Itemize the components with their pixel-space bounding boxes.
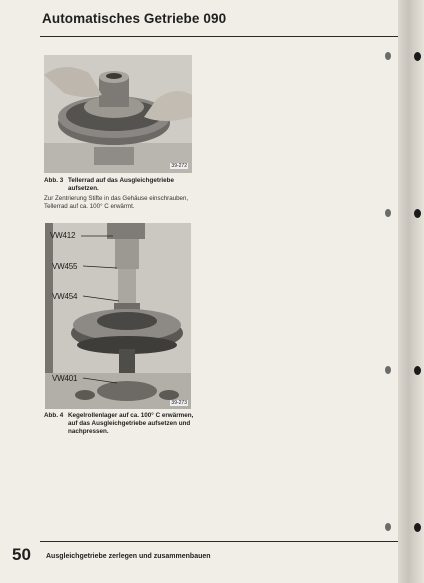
figure-4-caption-text: Kegelrollenlager auf ca. 100° C erwärmen, auf das Ausgleichgetriebe aufsetzen und nachpressen. [68, 412, 194, 435]
binder-hole [414, 366, 421, 375]
binder-hole [414, 523, 421, 532]
figure-3-photo [44, 55, 192, 173]
figure-3-caption-label: Abb. 3 [44, 177, 64, 184]
figure-3-caption [44, 177, 202, 193]
figure-4-image-number: 39-273 [171, 400, 187, 406]
figure-3-image-number: 39-272 [171, 163, 187, 169]
binder-hole [414, 209, 421, 218]
tool-label-vw401: VW401 [52, 374, 78, 383]
page-edge-shadow [398, 0, 424, 583]
binder-hole [414, 52, 421, 61]
tool-label-vw455: VW455 [52, 262, 78, 271]
ring-gear-illustration [44, 55, 192, 173]
tool-label-vw454: VW454 [52, 292, 78, 301]
scan-mark [385, 366, 391, 374]
figure-4-caption-label: Abb. 4 [44, 412, 64, 419]
figure-4-caption [44, 412, 202, 444]
footer-section-title: Ausgleichgetriebe zerlegen und zusammenbauen [46, 553, 211, 560]
figure-3-note: Zur Zentrierung Stifte in das Gehäuse einschrauben, Tellerrad auf ca. 100° C erwärmt. [44, 195, 189, 210]
page-number: 50 [12, 545, 31, 564]
page-title: Automatisches Getriebe 090 [42, 11, 227, 26]
scan-mark [385, 209, 391, 217]
footer-rule [40, 541, 398, 542]
scan-mark [385, 52, 391, 60]
header-rule [40, 36, 398, 37]
tool-label-vw412: VW412 [50, 231, 76, 240]
scan-mark [385, 523, 391, 531]
figure-3-caption-text: Tellerrad auf das Ausgleichgetriebe aufsetzen. [68, 177, 175, 192]
